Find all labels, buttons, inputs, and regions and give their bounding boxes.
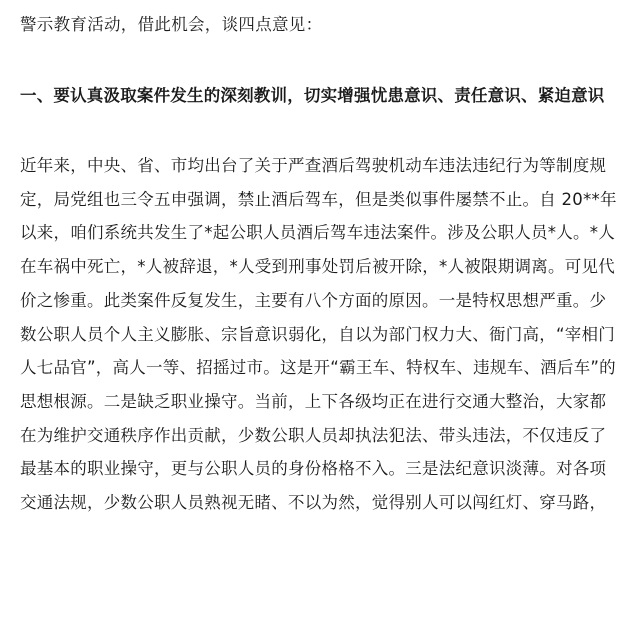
body-line: 最基本的职业操守，更与公职人员的身份格格不入。三是法纪意识淡薄。对各项 bbox=[20, 459, 607, 479]
body-paragraph bbox=[20, 149, 624, 520]
body-line: 交通法规，少数公职人员熟视无睹、不以为然，觉得别人可以闯红灯、穿马路， bbox=[20, 493, 607, 513]
body-line: 在车祸中死亡，*人被辞退，*人受到刑事处罚后被开除，*人被限期调离。可见代 bbox=[20, 257, 615, 277]
body-line: 定，局党组也三令五申强调，禁止酒后驾车，但是类似事件屡禁不止。自 20**年 bbox=[20, 189, 617, 209]
intro-paragraph: 警示教育活动，借此机会，谈四点意见： bbox=[20, 15, 323, 34]
body-line: 人七品官”，高人一等、招摇过市。这是开“霸王车、特权车、违规车、酒后车”的 bbox=[20, 358, 616, 378]
body-line: 思想根源。二是缺乏职业操守。当前，上下各级均正在进行交通大整治，大家都 bbox=[20, 391, 607, 411]
body-line: 数公职人员个人主义膨胀、宗旨意识弱化，自以为部门权力大、衙门高，“宰相门 bbox=[20, 324, 616, 344]
body-line: 在为维护交通秩序作出贡献，少数公职人员却执法犯法、带头违法，不仅违反了 bbox=[20, 425, 607, 445]
section-heading: 一、要认真汲取案件发生的深刻教训，切实增强忧患意识、责任意识、紧迫意识 bbox=[20, 86, 605, 105]
body-line: 以来，咱们系统共发生了*起公职人员酒后驾车违法案件。涉及公职人员*人。*人 bbox=[20, 223, 615, 243]
body-line: 价之惨重。此类案件反复发生，主要有八个方面的原因。一是特权思想严重。少 bbox=[20, 290, 607, 310]
body-line: 近年来，中央、省、市均出台了关于严查酒后驾驶机动车违法违纪行为等制度规 bbox=[20, 156, 607, 175]
